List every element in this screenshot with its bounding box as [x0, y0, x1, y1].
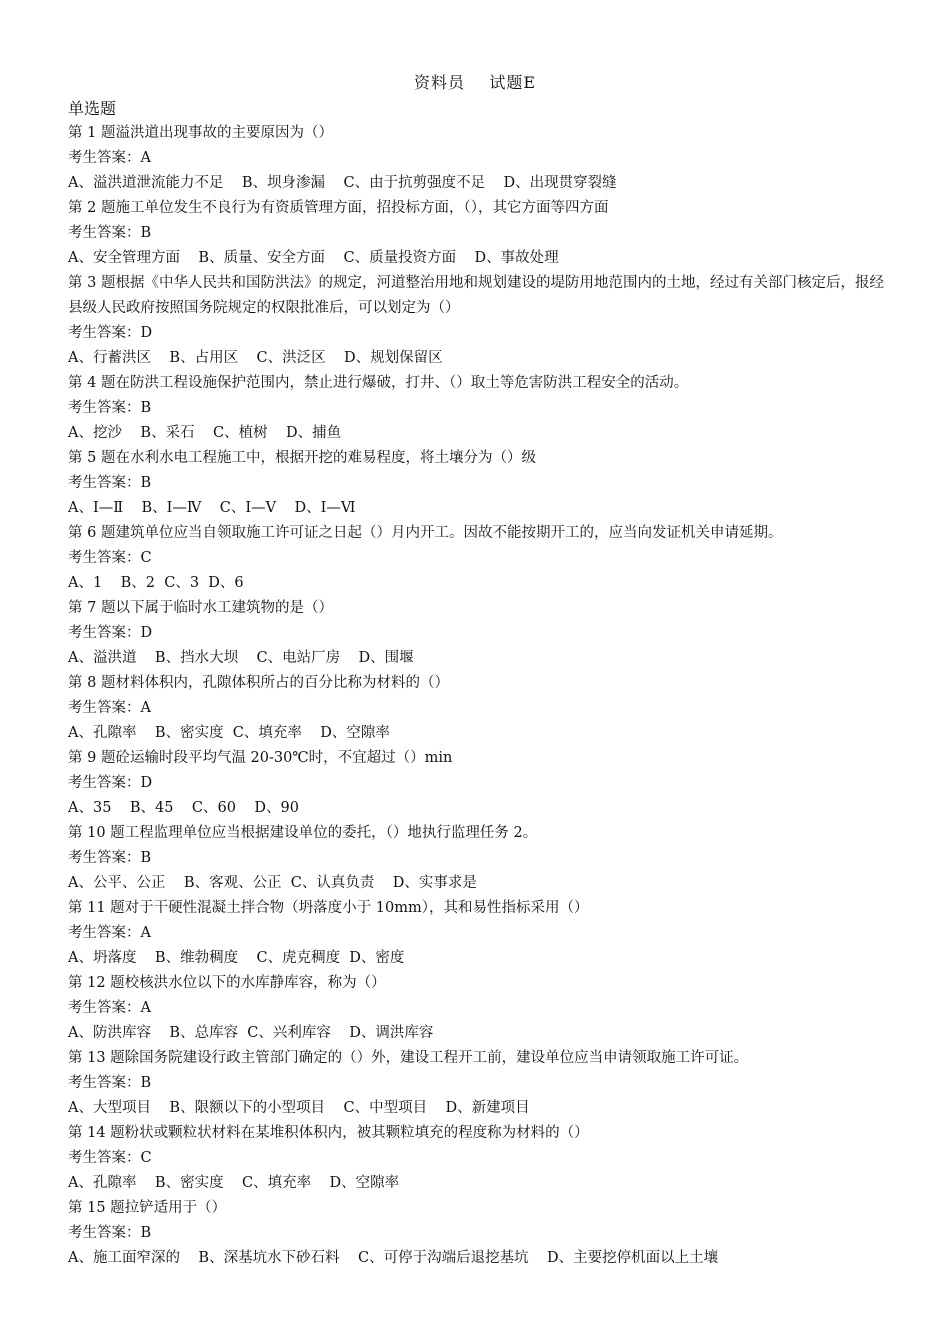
question-text: 第 1 题溢洪道出现事故的主要原因为（） [68, 125, 333, 141]
question-list [68, 96, 888, 1271]
question-text: 第 9 题砼运输时段平均气温 20-30℃时，不宜超过（）min [68, 750, 453, 766]
question-item [68, 371, 888, 446]
options-text: A、施工面窄深的 B、深基坑水下砂石料 C、可停于沟端后退挖基坑 D、主要挖停机面以上土壤 [68, 1250, 719, 1266]
question-item [68, 121, 888, 196]
answer-text: 考生答案：B [68, 475, 152, 491]
question-item [68, 1046, 888, 1121]
options-text: A、孔隙率 B、密实度 C、填充率 D、空隙率 [68, 1175, 400, 1191]
question-text: 第 11 题对于干硬性混凝土拌合物（坍落度小于 10mm），其和易性指标采用（） [68, 900, 589, 916]
answer-text: 考生答案：A [68, 925, 151, 941]
question-item [68, 671, 888, 746]
options-text: A、大型项目 B、限额以下的小型项目 C、中型项目 D、新建项目 [68, 1100, 530, 1116]
options-text: A、溢洪道泄流能力不足 B、坝身渗漏 C、由于抗剪强度不足 D、出现贯穿裂缝 [68, 175, 617, 191]
answer-text: 考生答案：C [68, 550, 152, 566]
answer-text: 考生答案：B [68, 225, 152, 241]
answer-text: 考生答案：A [68, 700, 151, 716]
options-text: A、安全管理方面 B、质量、安全方面 C、质量投资方面 D、事故处理 [68, 250, 559, 266]
question-item [68, 271, 888, 371]
question-text: 第 12 题校核洪水位以下的水库静库容，称为（） [68, 975, 386, 991]
question-item [68, 196, 888, 271]
options-text: A、1 B、2 C、3 D、6 [68, 575, 244, 591]
question-item [68, 1196, 888, 1271]
answer-text: 考生答案：B [68, 1225, 152, 1241]
answer-text: 考生答案：D [68, 775, 153, 791]
answer-text: 考生答案：B [68, 850, 152, 866]
section-title: 单选题 [68, 99, 117, 118]
question-text: 第 3 题根据《中华人民共和国防洪法》的规定，河道整治用地和规划建设的堤防用地范围内的土地，经过有关部门核定后，报经县级人民政府按照国务院规定的权限批准后，可以划定为（） [68, 275, 884, 316]
question-text: 第 13 题除国务院建设行政主管部门确定的（）外，建设工程开工前，建设单位应当申请领取施工许可证。 [68, 1050, 749, 1066]
question-item [68, 971, 888, 1046]
options-text: A、坍落度 B、维勃稠度 C、虎克稠度 D、密度 [68, 950, 405, 966]
question-item [68, 596, 888, 671]
document-title: 资料员 试题E [413, 73, 537, 92]
question-item [68, 446, 888, 521]
question-item [68, 1121, 888, 1196]
answer-text: 考生答案：A [68, 1000, 151, 1016]
question-text: 第 15 题拉铲适用于（） [68, 1200, 227, 1216]
question-text: 第 14 题粉状或颗粒状材料在某堆积体积内，被其颗粒填充的程度称为材料的（） [68, 1125, 589, 1141]
options-text: A、公平、公正 B、客观、公正 C、认真负责 D、实事求是 [68, 875, 477, 891]
options-text: A、Ⅰ—Ⅱ B、Ⅰ—Ⅳ C、Ⅰ—Ⅴ D、Ⅰ—Ⅵ [68, 500, 356, 516]
question-item [68, 746, 888, 821]
question-text: 第 10 题工程监理单位应当根据建设单位的委托，（）地执行监理任务 2。 [68, 825, 538, 841]
options-text: A、孔隙率 B、密实度 C、填充率 D、空隙率 [68, 725, 390, 741]
options-text: A、行蓄洪区 B、占用区 C、洪泛区 D、规划保留区 [68, 350, 443, 366]
options-text: A、防洪库容 B、总库容 C、兴利库容 D、调洪库容 [68, 1025, 434, 1041]
answer-text: 考生答案：B [68, 1075, 152, 1091]
question-text: 第 7 题以下属于临时水工建筑物的是（） [68, 600, 333, 616]
answer-text: 考生答案：C [68, 1150, 152, 1166]
question-item [68, 821, 888, 896]
question-item [68, 896, 888, 971]
answer-text: 考生答案：B [68, 400, 152, 416]
question-text: 第 2 题施工单位发生不良行为有资质管理方面，招投标方面，（），其它方面等四方面 [68, 200, 609, 216]
answer-text: 考生答案：D [68, 325, 153, 341]
options-text: A、溢洪道 B、挡水大坝 C、电站厂房 D、围堰 [68, 650, 414, 666]
question-text: 第 5 题在水利水电工程施工中，根据开挖的难易程度，将土壤分为（）级 [68, 450, 536, 466]
answer-text: 考生答案：D [68, 625, 153, 641]
question-text: 第 6 题建筑单位应当自领取施工许可证之日起（）月内开工。因故不能按期开工的，应当向发证机关申请延期。 [68, 525, 783, 541]
options-text: A、挖沙 B、采石 C、植树 D、捕鱼 [68, 425, 342, 441]
options-text: A、35 B、45 C、60 D、90 [68, 800, 299, 816]
answer-text: 考生答案：A [68, 150, 151, 166]
question-text: 第 8 题材料体积内，孔隙体积所占的百分比称为材料的（） [68, 675, 449, 691]
question-text: 第 4 题在防洪工程设施保护范围内，禁止进行爆破，打井、（）取土等危害防洪工程安全的活动。 [68, 375, 689, 391]
question-item [68, 521, 888, 596]
